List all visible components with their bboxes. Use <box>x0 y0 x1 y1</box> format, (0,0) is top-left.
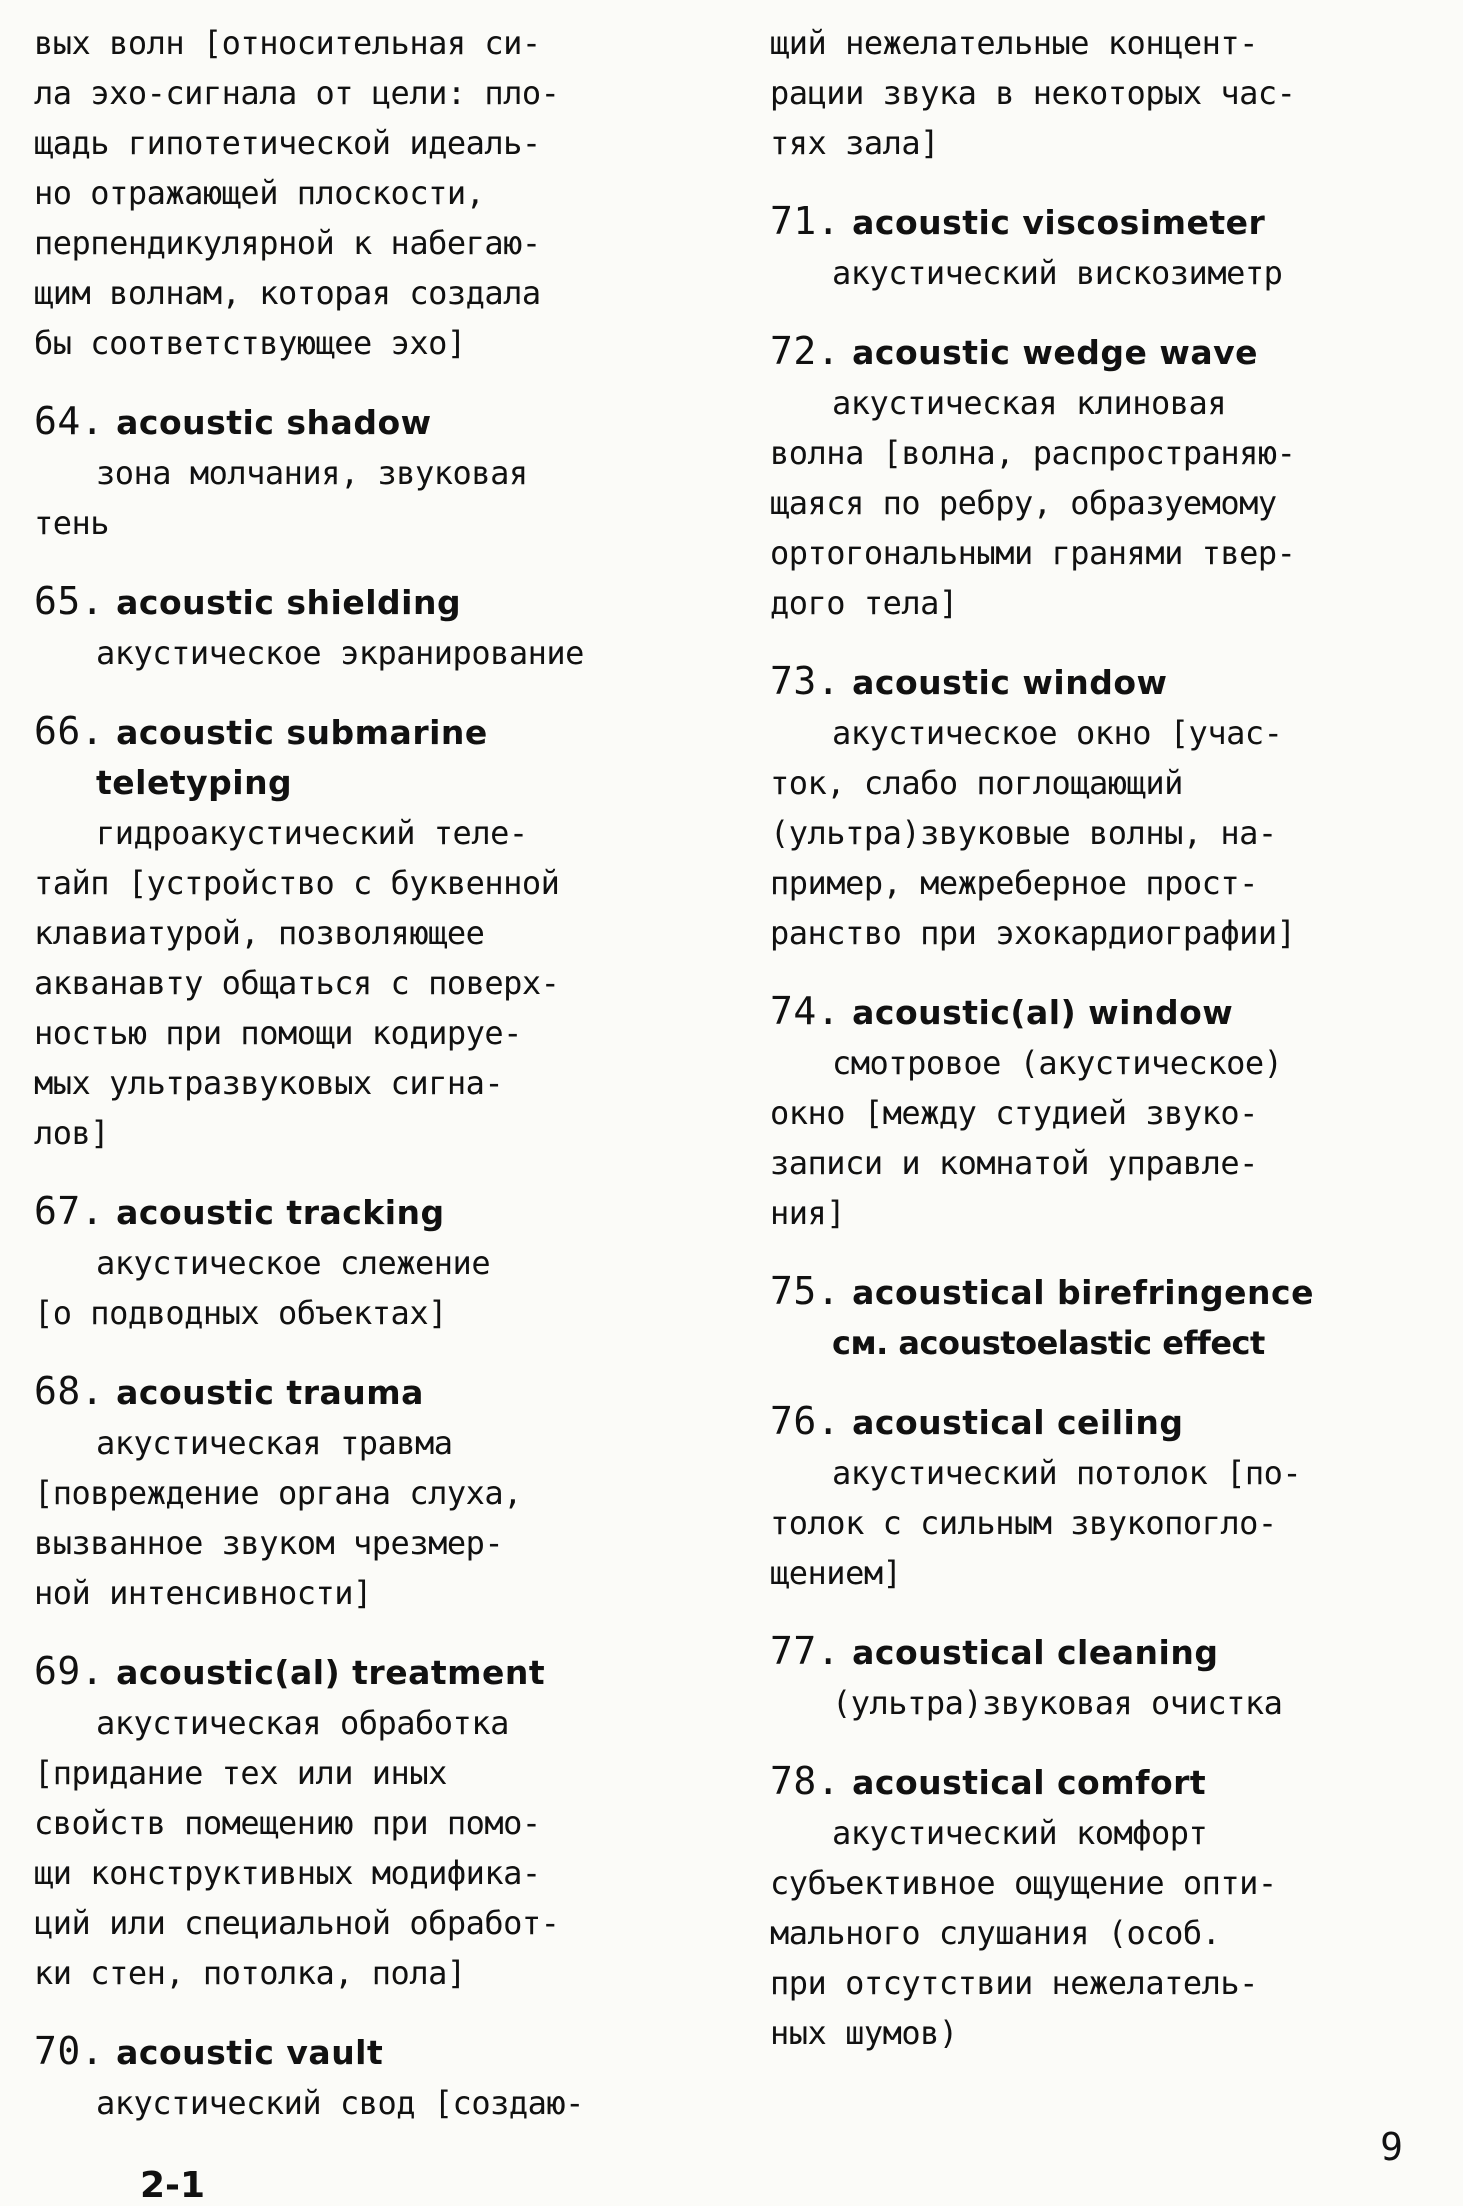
dictionary-entry <box>34 1186 734 1338</box>
entry-text-line: ностью при помощи кодируе- <box>34 1014 522 1052</box>
right-column <box>770 18 1440 2086</box>
entry-text-line: бы соответствующее эхо] <box>34 324 466 362</box>
entry-number: 77. <box>770 1629 841 1673</box>
entry-term: acoustic shielding <box>116 583 462 622</box>
entry-heading <box>770 986 1440 1038</box>
entry-text-line: гидроакустический теле- <box>96 814 528 852</box>
dictionary-entry <box>770 1626 1440 1728</box>
entry-text-line: акустическая травма <box>96 1424 453 1462</box>
entry-term: acoustic vault <box>116 2033 384 2072</box>
entry-number: 72. <box>770 329 841 373</box>
dictionary-entry <box>34 706 734 1158</box>
dictionary-entry <box>770 656 1440 958</box>
entry-text-line: вых волн [относительная си- <box>34 24 541 62</box>
entry-text-line: акустический потолок [по- <box>832 1454 1302 1492</box>
dictionary-entry <box>770 986 1440 1238</box>
entry-continuation <box>34 18 734 368</box>
entry-term: acoustical cleaning <box>852 1633 1219 1672</box>
entry-heading <box>770 326 1440 378</box>
entry-text-line: ния] <box>770 1194 846 1232</box>
entry-text-line: щением] <box>770 1554 902 1592</box>
entry-text-line: субъективное ощущение опти- <box>770 1864 1277 1902</box>
entry-text-line: клавиатурой, позволяющее <box>34 914 485 952</box>
dictionary-entry <box>34 396 734 548</box>
entry-text-line: ки стен, потолка, пола] <box>34 1954 466 1992</box>
entry-text-line: перпендикулярной к набегаю- <box>34 224 541 262</box>
entry-text-line: зона молчания, звуковая <box>96 454 528 492</box>
entry-heading <box>770 1266 1440 1318</box>
entry-number: 78. <box>770 1759 841 1803</box>
entry-number: 75. <box>770 1269 841 1313</box>
entry-term: acoustic shadow <box>116 403 432 442</box>
entry-text-line: смотровое (акустическое) <box>832 1044 1283 1082</box>
entry-text-line: волна [волна, распространяю- <box>770 434 1296 472</box>
dictionary-entry <box>34 1646 734 1998</box>
dictionary-entry <box>770 326 1440 628</box>
entry-term: acoustical comfort <box>852 1763 1207 1802</box>
entry-text-line: мального слушания (особ. <box>770 1914 1221 1952</box>
entry-term-continuation: teletyping <box>96 763 293 802</box>
entry-text-line: ных шумов) <box>770 2014 958 2052</box>
entry-heading <box>770 196 1440 248</box>
entry-text-line: окно [между студией звуко- <box>770 1094 1258 1132</box>
entry-text-line: ток, слабо поглощающий <box>770 764 1183 802</box>
printer-signature: 2-1 <box>140 2165 206 2206</box>
entry-text-line: лов] <box>34 1114 110 1152</box>
entry-heading <box>34 1366 734 1418</box>
entry-number: 68. <box>34 1369 105 1413</box>
entry-text-line: тайп [устройство с буквенной <box>34 864 560 902</box>
entry-text-line: дого тела] <box>770 584 958 622</box>
entry-text-line: акустическое экранирование <box>96 634 584 672</box>
entry-term: acoustic trauma <box>116 1373 424 1412</box>
entry-text-line: щи конструктивных модифика- <box>34 1854 541 1892</box>
entry-text-line: при отсутствии нежелатель- <box>770 1964 1258 2002</box>
entry-term: acoustic viscosimeter <box>852 203 1266 242</box>
entry-heading <box>770 1396 1440 1448</box>
entry-text-line: щим волнам, которая создала <box>34 274 541 312</box>
entry-text-line: ной интенсивности] <box>34 1574 372 1612</box>
entry-text-line: акустическая клиновая <box>832 384 1227 422</box>
dictionary-entry <box>770 1266 1440 1368</box>
entry-term: acoustic window <box>852 663 1168 702</box>
entry-term: acoustic(al) treatment <box>116 1653 546 1692</box>
entry-text-line: (ультра)звуковые волны, на- <box>770 814 1277 852</box>
entry-text-line: рации звука в некоторых час- <box>770 74 1296 112</box>
entry-number: 66. <box>34 709 105 753</box>
entry-heading <box>34 2026 734 2078</box>
entry-text-line: записи и комнатой управле- <box>770 1144 1258 1182</box>
entry-text-line: щаяся по ребру, образуемому <box>770 484 1277 522</box>
entry-heading <box>34 1186 734 1238</box>
entry-text-line: акустическое слежение <box>96 1244 491 1282</box>
entry-heading <box>34 1646 734 1698</box>
entry-term: acoustical ceiling <box>852 1403 1184 1442</box>
entry-text-line: ций или специальной обработ- <box>34 1904 560 1942</box>
dictionary-entry <box>770 196 1440 298</box>
entry-text-line: (ультра)звуковая очистка <box>832 1684 1283 1722</box>
left-column <box>34 18 734 2156</box>
entry-heading <box>34 396 734 448</box>
entry-number: 70. <box>34 2029 105 2073</box>
entry-number: 65. <box>34 579 105 623</box>
entry-text-line: тень <box>34 504 110 542</box>
entry-term: acoustic tracking <box>116 1193 445 1232</box>
entry-number: 71. <box>770 199 841 243</box>
entry-text-line: акустический вискозиметр <box>832 254 1283 292</box>
entry-number: 64. <box>34 399 105 443</box>
entry-number: 74. <box>770 989 841 1033</box>
dictionary-entry <box>34 2026 734 2128</box>
entry-text-line: акустический комфорт <box>832 1814 1208 1852</box>
entry-text-line: ла эхо-сигнала от цели: пло- <box>34 74 560 112</box>
entry-text-line: но отражающей плоскости, <box>34 174 485 212</box>
entry-heading <box>770 1756 1440 1808</box>
dictionary-entry <box>770 1396 1440 1598</box>
entry-text-line: толок с сильным звукопогло- <box>770 1504 1277 1542</box>
entry-text-line: акустическая обработка <box>96 1704 509 1742</box>
entry-number: 73. <box>770 659 841 703</box>
entry-text-line: пример, межреберное прост- <box>770 864 1258 902</box>
entry-text-line: [повреждение органа слуха, <box>34 1474 522 1512</box>
entry-text-line: тях зала] <box>770 124 939 162</box>
entry-heading <box>34 706 734 758</box>
entry-term: acoustic submarine <box>116 713 488 752</box>
entry-text-line: щий нежелательные концент- <box>770 24 1258 62</box>
entry-continuation <box>770 18 1440 168</box>
page-number: 9 <box>1380 2125 1403 2169</box>
entry-text-line: свойств помещению при помо- <box>34 1804 541 1842</box>
entry-number: 76. <box>770 1399 841 1443</box>
entry-text-line: акустическое окно [учас- <box>832 714 1283 752</box>
entry-term: acoustic wedge wave <box>852 333 1259 372</box>
entry-term: acoustic(al) window <box>852 993 1234 1032</box>
entry-text-line: вызванное звуком чрезмер- <box>34 1524 504 1562</box>
entry-text-line: см. acoustoelastic effect <box>832 1324 1265 1362</box>
entry-text-line: акустический свод [создаю- <box>96 2084 584 2122</box>
dictionary-entry <box>34 1366 734 1618</box>
entry-text-line: [о подводных объектах] <box>34 1294 447 1332</box>
entry-text-line: щадь гипотетической идеаль- <box>34 124 541 162</box>
entry-heading <box>770 1626 1440 1678</box>
entry-heading <box>34 576 734 628</box>
entry-text-line: ранство при эхокардиографии] <box>770 914 1296 952</box>
entry-number: 69. <box>34 1649 105 1693</box>
entry-heading <box>770 656 1440 708</box>
entry-text-line: ортогональными гранями твер- <box>770 534 1296 572</box>
entry-text-line: мых ультразвуковых сигна- <box>34 1064 504 1102</box>
entry-term: acoustical birefringence <box>852 1273 1314 1312</box>
entry-text-line: акванавту общаться с поверх- <box>34 964 560 1002</box>
entry-text-line: [придание тех или иных <box>34 1754 447 1792</box>
dictionary-entry <box>770 1756 1440 2058</box>
entry-number: 67. <box>34 1189 105 1233</box>
dictionary-entry <box>34 576 734 678</box>
